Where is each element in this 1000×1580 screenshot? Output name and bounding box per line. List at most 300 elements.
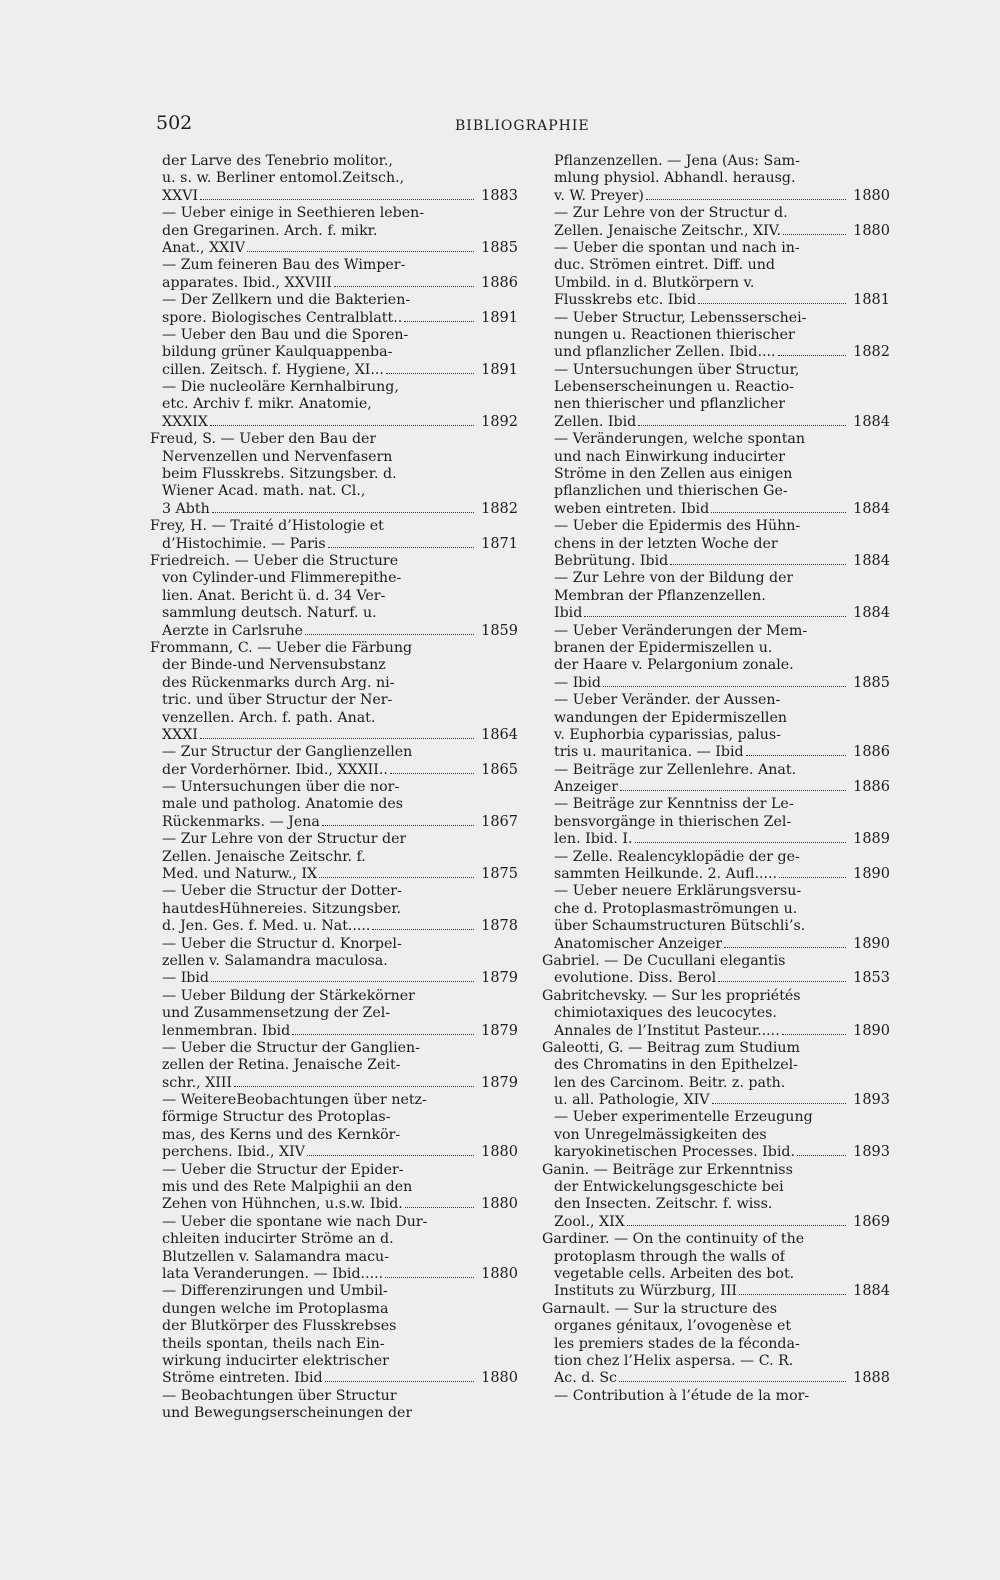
bibliography-line-text: — Ueber die Structur der Dotter- bbox=[162, 883, 402, 900]
dot-leader bbox=[746, 755, 846, 756]
bibliography-line-text: Frommann, C. — Ueber die Färbung bbox=[150, 639, 413, 656]
bibliography-line bbox=[150, 1283, 518, 1300]
bibliography-line bbox=[150, 1109, 518, 1126]
bibliography-line-text: — Ueber Veränder. der Aussen- bbox=[554, 692, 781, 709]
bibliography-line bbox=[150, 623, 518, 640]
bibliography-line bbox=[150, 466, 518, 483]
publication-year: 1880 bbox=[481, 1196, 518, 1213]
bibliography-line-text: Instituts zu Würzburg, III bbox=[554, 1283, 738, 1300]
bibliography-line bbox=[150, 1249, 518, 1266]
dot-leader bbox=[372, 929, 474, 930]
bibliography-line-text: apparates. Ibid., XXVIII bbox=[162, 274, 332, 291]
publication-year: 1890 bbox=[853, 866, 890, 883]
bibliography-line bbox=[542, 240, 890, 257]
bibliography-line bbox=[542, 1127, 890, 1144]
bibliography-line-text: wirkung inducirter elektrischer bbox=[162, 1352, 389, 1369]
bibliography-line bbox=[150, 1336, 518, 1353]
bibliography-line-text: und nach Einwirkung inducirter bbox=[554, 448, 786, 465]
publication-year: 1889 bbox=[853, 831, 890, 848]
bibliography-line-text: — Beiträge zur Kenntniss der Le- bbox=[554, 796, 794, 813]
bibliography-line-text: karyokinetischen Processes. Ibid. bbox=[554, 1144, 795, 1161]
bibliography-line-text: mis und des Rete Malpighii an den bbox=[162, 1179, 413, 1196]
bibliography-line-text: spore. Biologisches Centralblatt.. bbox=[162, 309, 403, 326]
publication-year: 1886 bbox=[481, 274, 518, 291]
bibliography-line bbox=[150, 240, 518, 257]
bibliography-line-text: — Zelle. Realencyklopädie der ge- bbox=[554, 848, 800, 865]
bibliography-line bbox=[542, 223, 890, 240]
bibliography-line bbox=[150, 988, 518, 1005]
dot-leader bbox=[712, 1103, 846, 1104]
bibliography-line bbox=[150, 675, 518, 692]
bibliography-line bbox=[150, 327, 518, 344]
bibliography-line bbox=[150, 605, 518, 622]
publication-year: 1885 bbox=[481, 239, 518, 256]
bibliography-line-text: tion chez l’Helix aspersa. — C. R. bbox=[554, 1352, 794, 1369]
publication-year: 1871 bbox=[481, 535, 518, 552]
bibliography-line-text: der Vorderhörner. Ibid., XXXII.. bbox=[162, 761, 388, 778]
bibliography-line-text: Lebenserscheinungen u. Reactio- bbox=[554, 379, 794, 396]
bibliography-line-text: — Ueber die Structur der Ganglien- bbox=[162, 1039, 420, 1056]
bibliography-line-text: — Beiträge zur Zellenlehre. Anat. bbox=[554, 761, 797, 778]
bibliography-line-text: förmige Structur des Protoplas- bbox=[162, 1109, 391, 1126]
bibliography-line bbox=[150, 1040, 518, 1057]
bibliography-line bbox=[150, 1005, 518, 1022]
dot-leader bbox=[584, 616, 846, 617]
publication-year: 1888 bbox=[853, 1370, 890, 1387]
bibliography-line-text: Bebrütung. Ibid bbox=[554, 552, 669, 569]
dot-leader bbox=[627, 1225, 846, 1226]
bibliography-line bbox=[150, 518, 518, 535]
bibliography-line bbox=[542, 1023, 890, 1040]
bibliography-line bbox=[542, 1336, 890, 1353]
bibliography-line bbox=[150, 1057, 518, 1074]
bibliography-line-text: Umbild. in d. Blutkörpern v. bbox=[554, 274, 755, 291]
bibliography-line bbox=[542, 796, 890, 813]
bibliography-line bbox=[150, 831, 518, 848]
bibliography-line-text: — Zur Structur der Ganglienzellen bbox=[162, 744, 413, 761]
bibliography-line-text: duc. Strömen eintret. Diff. und bbox=[554, 257, 775, 274]
bibliography-line-text: schr., XIII bbox=[162, 1074, 233, 1091]
bibliography-line bbox=[542, 205, 890, 222]
bibliography-line-text: über Schaumstructuren Bütschli’s. bbox=[554, 918, 806, 935]
bibliography-line-text: XXVI bbox=[162, 187, 199, 204]
dot-leader bbox=[325, 1381, 474, 1382]
dot-leader bbox=[247, 251, 474, 252]
bibliography-line-text: — Ueber den Bau und die Sporen- bbox=[162, 326, 409, 343]
bibliography-line-text: — Zur Lehre von der Bildung der bbox=[554, 570, 794, 587]
bibliography-line-text: mas, des Kerns und des Kernkör- bbox=[162, 1126, 401, 1143]
bibliography-line bbox=[542, 396, 890, 413]
bibliography-line-text: protoplasm through the walls of bbox=[554, 1248, 786, 1265]
bibliography-line bbox=[150, 796, 518, 813]
bibliography-line-text: Ströme in den Zellen aus einigen bbox=[554, 466, 793, 483]
bibliography-line bbox=[542, 1266, 890, 1283]
bibliography-line-text: — WeitereBeobachtungen über netz- bbox=[162, 1092, 427, 1109]
bibliography-line bbox=[150, 1231, 518, 1248]
bibliography-line bbox=[542, 1092, 890, 1109]
publication-year: 1884 bbox=[853, 605, 890, 622]
bibliography-line bbox=[150, 170, 518, 187]
bibliography-line bbox=[150, 953, 518, 970]
bibliography-line-text: v. W. Preyer) bbox=[554, 187, 644, 204]
bibliography-line-text: Anzeiger bbox=[554, 779, 619, 796]
bibliography-line-text: evolutione. Diss. Berol bbox=[554, 970, 717, 987]
bibliography-line-text: venzellen. Arch. f. path. Anat. bbox=[162, 709, 376, 726]
bibliography-line bbox=[542, 1249, 890, 1266]
bibliography-line bbox=[542, 623, 890, 640]
bibliography-line-text: chens in der letzten Woche der bbox=[554, 535, 778, 552]
bibliography-line bbox=[542, 692, 890, 709]
publication-year: 1890 bbox=[853, 935, 890, 952]
bibliography-line bbox=[542, 779, 890, 796]
bibliography-line bbox=[542, 1318, 890, 1335]
publication-year: 1880 bbox=[853, 222, 890, 239]
bibliography-line bbox=[542, 310, 890, 327]
bibliography-line bbox=[542, 710, 890, 727]
bibliography-line-text: der Haare v. Pelargonium zonale. bbox=[554, 657, 794, 674]
bibliography-line bbox=[542, 327, 890, 344]
bibliography-line bbox=[542, 1040, 890, 1057]
bibliography-line bbox=[542, 918, 890, 935]
dot-leader bbox=[724, 947, 846, 948]
bibliography-line-text: Nervenzellen und Nervenfasern bbox=[162, 448, 393, 465]
bibliography-line bbox=[542, 362, 890, 379]
bibliography-line bbox=[150, 310, 518, 327]
dot-leader bbox=[670, 564, 846, 565]
bibliography-line-text: v. Euphorbia cyparissias, palus- bbox=[554, 726, 781, 743]
bibliography-line bbox=[150, 1318, 518, 1335]
bibliography-line-text: lenmembran. Ibid bbox=[162, 1022, 291, 1039]
bibliography-line-text: zellen v. Salamandra maculosa. bbox=[162, 952, 388, 969]
bibliography-line-text: — Ueber einige in Seethieren leben- bbox=[162, 205, 425, 222]
bibliography-line-text: les premiers stades de la féconda- bbox=[554, 1335, 800, 1352]
dot-leader bbox=[322, 825, 474, 826]
publication-year: 1879 bbox=[481, 970, 518, 987]
dot-leader bbox=[778, 355, 846, 356]
bibliography-line-text: dungen welche im Protoplasma bbox=[162, 1300, 389, 1317]
bibliography-line-text: Membran der Pflanzenzellen. bbox=[554, 587, 766, 604]
bibliography-line-text: len des Carcinom. Beitr. z. path. bbox=[554, 1074, 786, 1091]
bibliography-line-text: Zellen. Jenaische Zeitschr. f. bbox=[162, 848, 366, 865]
bibliography-line bbox=[150, 901, 518, 918]
bibliography-line bbox=[542, 1075, 890, 1092]
bibliography-line-text: Med. und Naturw., IX bbox=[162, 866, 318, 883]
bibliography-line-text: des Rückenmarks durch Arg. ni- bbox=[162, 674, 395, 691]
publication-year: 1879 bbox=[481, 1074, 518, 1091]
publication-year: 1865 bbox=[481, 761, 518, 778]
bibliography-line-text: — Differenzirungen und Umbil- bbox=[162, 1283, 388, 1300]
bibliography-line-text: 3 Abth bbox=[162, 500, 210, 517]
dot-leader bbox=[405, 1207, 474, 1208]
bibliography-line bbox=[542, 570, 890, 587]
bibliography-line-text: Freud, S. — Ueber den Bau der bbox=[150, 431, 377, 448]
bibliography-line bbox=[542, 257, 890, 274]
bibliography-line bbox=[542, 431, 890, 448]
bibliography-line bbox=[542, 275, 890, 292]
dot-leader bbox=[305, 634, 474, 635]
publication-year: 1878 bbox=[481, 918, 518, 935]
bibliography-line-text: — Ibid bbox=[554, 674, 602, 691]
bibliography-line-text: sammten Heilkunde. 2. Aufl..... bbox=[554, 866, 778, 883]
publication-year: 1890 bbox=[853, 1022, 890, 1039]
publication-year: 1867 bbox=[481, 813, 518, 830]
dot-leader bbox=[319, 877, 474, 878]
bibliography-line-text: — Untersuchungen über Structur, bbox=[554, 361, 800, 378]
publication-year: 1880 bbox=[853, 187, 890, 204]
bibliography-line-text: und Zusammensetzung der Zel- bbox=[162, 1005, 391, 1022]
bibliography-line-text: chimiotaxiques des leucocytes. bbox=[554, 1005, 777, 1022]
bibliography-line-text: Anatomischer Anzeiger bbox=[554, 935, 723, 952]
bibliography-line-text: perchens. Ibid., XIV bbox=[162, 1144, 305, 1161]
dot-leader bbox=[646, 199, 846, 200]
bibliography-line bbox=[542, 1353, 890, 1370]
dot-leader bbox=[385, 1277, 474, 1278]
bibliography-line bbox=[150, 692, 518, 709]
bibliography-line bbox=[150, 744, 518, 761]
bibliography-line-text: Pflanzenzellen. — Jena (Aus: Sam- bbox=[554, 153, 800, 169]
bibliography-line bbox=[542, 970, 890, 987]
bibliography-line bbox=[542, 483, 890, 500]
bibliography-line-text: — Zur Lehre von der Structur d. bbox=[554, 205, 788, 222]
bibliography-column-right bbox=[542, 153, 890, 1405]
bibliography-line bbox=[150, 414, 518, 431]
bibliography-line bbox=[150, 570, 518, 587]
bibliography-line-text: Wiener Acad. math. nat. Cl., bbox=[162, 483, 366, 500]
bibliography-line-text: XXXIX bbox=[162, 413, 209, 430]
bibliography-line-text: u. s. w. Berliner entomol.Zeitsch., bbox=[162, 170, 405, 187]
bibliography-line-text: — Zum feineren Bau des Wimper- bbox=[162, 257, 406, 274]
bibliography-line bbox=[150, 918, 518, 935]
dot-leader bbox=[797, 1155, 846, 1156]
bibliography-line bbox=[150, 153, 518, 170]
bibliography-line bbox=[150, 483, 518, 500]
bibliography-line bbox=[542, 849, 890, 866]
bibliography-line bbox=[150, 292, 518, 309]
publication-year: 1859 bbox=[481, 622, 518, 639]
bibliography-line-text: Ganin. — Beiträge zur Erkenntniss bbox=[542, 1161, 793, 1178]
bibliography-line bbox=[542, 675, 890, 692]
bibliography-line-text: — Ueber die Structur d. Knorpel- bbox=[162, 935, 402, 952]
dot-leader bbox=[200, 199, 474, 200]
bibliography-line bbox=[150, 257, 518, 274]
bibliography-line bbox=[542, 553, 890, 570]
bibliography-line-text: vegetable cells. Arbeiten des bot. bbox=[554, 1266, 795, 1282]
dot-leader bbox=[328, 547, 474, 548]
running-head: BIBLIOGRAPHIE bbox=[455, 118, 590, 134]
bibliography-line bbox=[150, 1370, 518, 1387]
bibliography-line bbox=[150, 205, 518, 222]
bibliography-line bbox=[542, 414, 890, 431]
publication-year: 1880 bbox=[481, 1370, 518, 1387]
bibliography-line-text: male und patholog. Anatomie des bbox=[162, 796, 404, 813]
bibliography-line bbox=[150, 1162, 518, 1179]
bibliography-line-text: nungen u. Reactionen thierischer bbox=[554, 326, 795, 343]
bibliography-line bbox=[542, 831, 890, 848]
bibliography-line bbox=[150, 1405, 518, 1422]
bibliography-line bbox=[150, 1266, 518, 1283]
bibliography-line bbox=[542, 344, 890, 361]
bibliography-line bbox=[542, 1283, 890, 1300]
bibliography-line bbox=[150, 849, 518, 866]
dot-leader bbox=[211, 981, 474, 982]
bibliography-line bbox=[150, 814, 518, 831]
dot-leader bbox=[620, 790, 846, 791]
bibliography-line-text: — Zur Lehre von der Structur der bbox=[162, 831, 407, 848]
bibliography-line bbox=[150, 1214, 518, 1231]
bibliography-line-text: mlung physiol. Abhandl. herausg. bbox=[554, 170, 796, 187]
bibliography-line-text: Gardiner. — On the continuity of the bbox=[542, 1231, 805, 1248]
bibliography-line-text: lien. Anat. Bericht ü. d. 34 Ver- bbox=[162, 587, 386, 604]
dot-leader bbox=[386, 373, 474, 374]
publication-year: 1881 bbox=[853, 292, 890, 309]
bibliography-line bbox=[542, 744, 890, 761]
bibliography-line-text: d. Jen. Ges. f. Med. u. Nat..... bbox=[162, 918, 371, 935]
bibliography-line-text: des Chromatins in den Epithelzel- bbox=[554, 1057, 798, 1074]
bibliography-line-text: Annales de l’Institut Pasteur..... bbox=[554, 1022, 780, 1039]
bibliography-line-text: Gabriel. — De Cucullani elegantis bbox=[542, 952, 786, 969]
bibliography-line bbox=[150, 657, 518, 674]
bibliography-line bbox=[542, 1109, 890, 1126]
bibliography-line bbox=[150, 275, 518, 292]
bibliography-line-text: der Blutkörper des Flusskrebses bbox=[162, 1318, 397, 1335]
bibliography-line-text: Zellen. Ibid bbox=[554, 413, 637, 430]
bibliography-line bbox=[150, 970, 518, 987]
bibliography-line bbox=[150, 1127, 518, 1144]
bibliography-line bbox=[542, 1388, 890, 1405]
publication-year: 1886 bbox=[853, 744, 890, 761]
publication-year: 1893 bbox=[853, 1144, 890, 1161]
bibliography-line-text: zellen der Retina. Jenaische Zeit- bbox=[162, 1057, 401, 1074]
page-number: 502 bbox=[156, 112, 193, 134]
dot-leader bbox=[783, 234, 846, 235]
bibliography-line bbox=[150, 883, 518, 900]
bibliography-line-text: lata Veranderungen. — Ibid..... bbox=[162, 1266, 384, 1282]
bibliography-line-text: branen der Epidermiszellen u. bbox=[554, 639, 773, 656]
bibliography-line bbox=[150, 396, 518, 413]
bibliography-line bbox=[542, 1196, 890, 1213]
bibliography-line bbox=[542, 170, 890, 187]
bibliography-line-text: — Ueber Bildung der Stärkekörner bbox=[162, 987, 415, 1004]
dot-leader bbox=[635, 842, 846, 843]
bibliography-line-text: — Ueber die spontan und nach in- bbox=[554, 239, 800, 256]
bibliography-line-text: — Ibid bbox=[162, 970, 210, 987]
publication-year: 1884 bbox=[853, 1283, 890, 1300]
bibliography-line-text: che d. Protoplasmaströmungen u. bbox=[554, 900, 798, 917]
dot-leader bbox=[292, 1034, 474, 1035]
bibliography-line-text: den Gregarinen. Arch. f. mikr. bbox=[162, 222, 378, 239]
bibliography-line bbox=[150, 1301, 518, 1318]
bibliography-line-text: d’Histochimie. — Paris bbox=[162, 535, 326, 552]
bibliography-line-text: bildung grüner Kaulquappenba- bbox=[162, 344, 393, 361]
bibliography-line-text: tris u. mauritanica. — Ibid bbox=[554, 744, 744, 761]
bibliography-line-text: Gabritchevsky. — Sur les propriétés bbox=[542, 987, 801, 1004]
bibliography-line-text: und pflanzlicher Zellen. Ibid.... bbox=[554, 344, 776, 361]
dot-leader bbox=[739, 1294, 846, 1295]
bibliography-line bbox=[150, 1023, 518, 1040]
dot-leader bbox=[234, 1086, 474, 1087]
bibliography-line bbox=[150, 501, 518, 518]
publication-year: 1879 bbox=[481, 1022, 518, 1039]
bibliography-line-text: — Contribution à l’étude de la mor- bbox=[554, 1387, 810, 1404]
bibliography-line-text: u. all. Pathologie, XIV bbox=[554, 1092, 710, 1109]
publication-year: 1853 bbox=[853, 970, 890, 987]
bibliography-line-text: den Insecten. Zeitschr. f. wiss. bbox=[554, 1196, 773, 1213]
bibliography-line bbox=[542, 292, 890, 309]
bibliography-line bbox=[542, 1057, 890, 1074]
bibliography-line-text: weben eintreten. Ibid bbox=[554, 500, 710, 517]
bibliography-line-text: tric. und über Structur der Ner- bbox=[162, 692, 393, 709]
bibliography-line bbox=[150, 449, 518, 466]
bibliography-line-text: len. Ibid. I. bbox=[554, 831, 633, 848]
bibliography-line bbox=[150, 431, 518, 448]
bibliography-line bbox=[150, 1075, 518, 1092]
bibliography-line-text: — Ueber experimentelle Erzeugung bbox=[554, 1109, 813, 1126]
bibliography-line bbox=[542, 379, 890, 396]
bibliography-line bbox=[150, 1144, 518, 1161]
bibliography-line bbox=[542, 657, 890, 674]
bibliography-line-text: sammlung deutsch. Naturf. u. bbox=[162, 605, 377, 622]
bibliography-line bbox=[542, 866, 890, 883]
bibliography-line-text: — Ueber Veränderungen der Mem- bbox=[554, 622, 808, 639]
dot-leader bbox=[404, 321, 474, 322]
bibliography-line bbox=[542, 518, 890, 535]
bibliography-line bbox=[542, 1179, 890, 1196]
bibliography-line bbox=[150, 710, 518, 727]
bibliography-line-text: Blutzellen v. Salamandra macu- bbox=[162, 1248, 389, 1265]
publication-year: 1880 bbox=[481, 1266, 518, 1282]
dot-leader bbox=[711, 512, 846, 513]
bibliography-line-text: Anat., XXIV bbox=[162, 239, 246, 256]
bibliography-line-text: und Bewegungserscheinungen der bbox=[162, 1405, 413, 1422]
bibliography-line-text: Ac. d. Sc bbox=[554, 1370, 617, 1387]
bibliography-line-text: XXXI bbox=[162, 726, 198, 743]
bibliography-line-text: beim Flusskrebs. Sitzungsber. d. bbox=[162, 466, 397, 483]
bibliography-line-text: Aerzte in Carlsruhe bbox=[162, 622, 304, 639]
publication-year: 1864 bbox=[481, 726, 518, 743]
publication-year: 1875 bbox=[481, 866, 518, 883]
bibliography-line bbox=[542, 814, 890, 831]
publication-year: 1883 bbox=[481, 187, 518, 204]
bibliography-line-text: Ströme eintreten. Ibid bbox=[162, 1370, 323, 1387]
bibliography-line-text: Zool., XIX bbox=[554, 1213, 625, 1230]
bibliography-line-text: organes génitaux, l’ovogenèse et bbox=[554, 1318, 792, 1335]
bibliography-line-text: der Entwickelungsgeschicte bei bbox=[554, 1179, 784, 1196]
bibliography-line-text: wandungen der Epidermiszellen bbox=[554, 709, 787, 726]
bibliography-line-text: Frey, H. — Traité d’Histologie et bbox=[150, 518, 384, 535]
dot-leader bbox=[638, 425, 846, 426]
bibliography-line-text: Rückenmarks. — Jena bbox=[162, 813, 320, 830]
dot-leader bbox=[718, 981, 846, 982]
bibliography-line-text: — Beobachtungen über Structur bbox=[162, 1387, 397, 1404]
bibliography-line-text: etc. Archiv f. mikr. Anatomie, bbox=[162, 396, 372, 413]
bibliography-line-text: Flusskrebs etc. Ibid bbox=[554, 292, 697, 309]
bibliography-line bbox=[542, 727, 890, 744]
publication-year: 1884 bbox=[853, 413, 890, 430]
publication-year: 1885 bbox=[853, 674, 890, 691]
bibliography-line bbox=[150, 779, 518, 796]
publication-year: 1886 bbox=[853, 779, 890, 796]
bibliography-line bbox=[542, 588, 890, 605]
bibliography-line-text: cillen. Zeitsch. f. Hygiene, XI... bbox=[162, 361, 384, 378]
bibliography-line-text: — Die nucleoläre Kernhalbirung, bbox=[162, 379, 399, 396]
dot-leader bbox=[307, 1155, 474, 1156]
bibliography-line bbox=[542, 449, 890, 466]
bibliography-line-text: Ibid bbox=[554, 605, 583, 622]
dot-leader bbox=[210, 425, 474, 426]
publication-year: 1869 bbox=[853, 1213, 890, 1230]
bibliography-line bbox=[150, 936, 518, 953]
bibliography-line bbox=[542, 1301, 890, 1318]
